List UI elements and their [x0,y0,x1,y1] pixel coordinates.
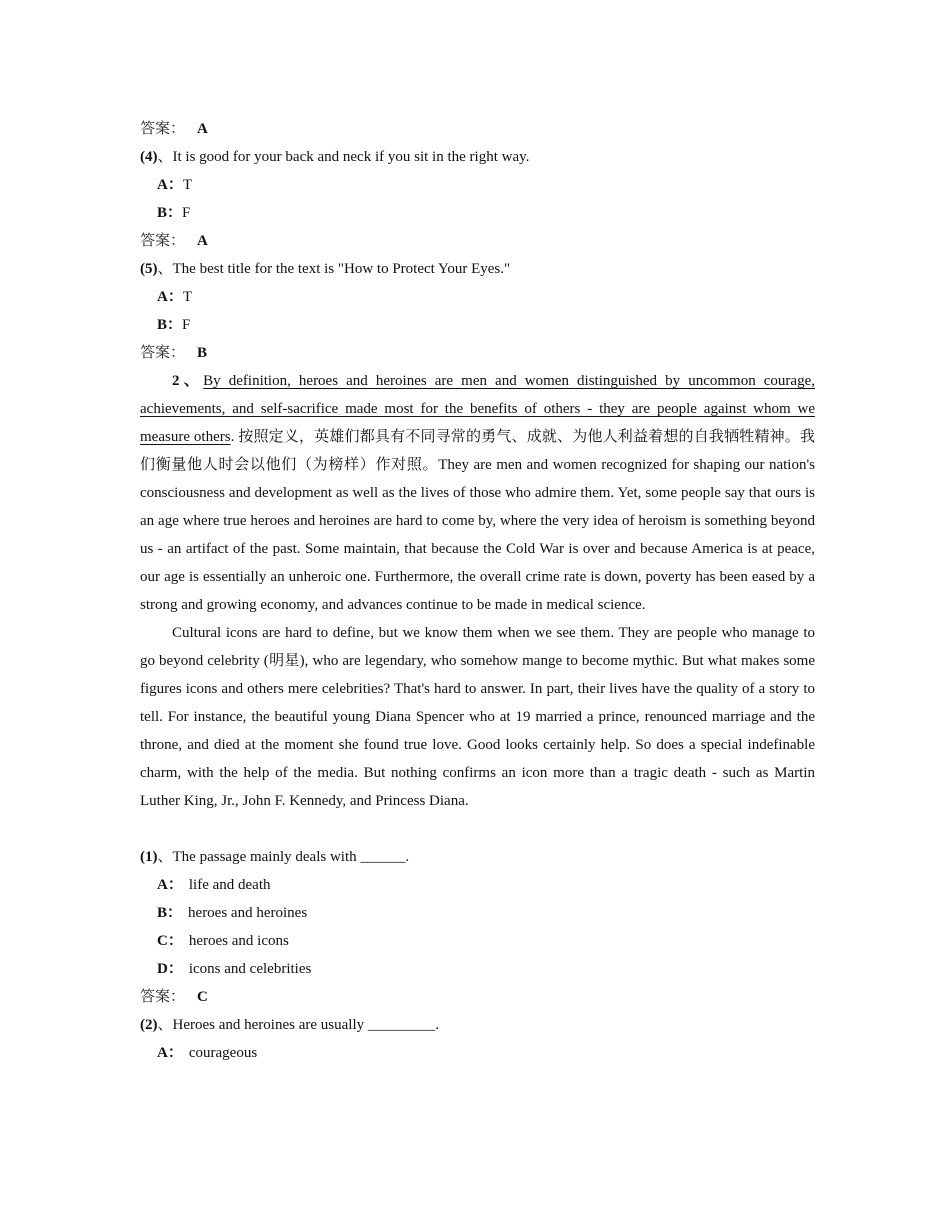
passage-number: 2、 [172,373,204,389]
option-key: A [157,289,168,305]
option-sep: ： [167,933,183,949]
option-text: F [182,205,191,221]
option-sep: ： [167,1045,183,1061]
answer-label: 答案： [140,121,186,137]
option-sep: ： [167,317,183,333]
option-a [140,283,815,311]
question-number: (5) [140,261,158,277]
passage-paragraph-1 [140,367,815,619]
option-key: A [157,877,168,893]
answer-line [140,227,815,255]
answer-line [140,339,815,367]
option-text: heroes and icons [188,933,289,949]
option-a [140,1039,815,1067]
option-sep: ： [167,905,183,921]
question-1 [140,843,815,871]
question-number: (1) [140,849,158,865]
answer-value: C [197,989,208,1005]
option-key: D [157,961,168,977]
option-d [140,955,815,983]
question-separator: 、 [157,261,173,277]
passage-paragraph-2: Cultural icons are hard to define, but we know them when we see them. They are people who manage to go beyond celebrity (明星), who are legendary, who somehow mange to become mythic. But what makes some figures icons and others mere celebrities? That's hard to answer. In part, their lives have the quality of a story to tell. For instance, the beautiful young Diana Spencer who at 19 married a prince, renounced marriage and the throne, and died at the moment she found true love. Good looks certainly help. So does a special indefinable charm, with the help of the media. But nothing confirms an icon more than a tragic death - such as Martin Luther King, Jr., John F. Kennedy, and Princess Diana. [140,625,815,809]
passage-text: . 按照定义，英雄们都具有不同寻常的勇气、成就、为他人利益着想的自我牺牲精神。我们衡量他人时会以他们（为榜样）作对照。They are men and women recognized for shaping our nation's consciousness and development as well as the lives of those who admire them. Yet, some people say that ours is an age where true heroes and heroines are hard to come by, where the very idea of heroism is something beyond us - an artifact of the past. Some maintain, that because the Cold War is over and because America is at peace, our age is essentially an unheroic one. Furthermore, the overall crime rate is down, poverty has been eased by a strong and growing economy, and advances continue to be made in medical science. [140,429,815,613]
question-separator: 、 [157,149,173,165]
question-number: (2) [140,1017,158,1033]
option-sep: ： [167,877,183,893]
option-sep: ： [167,205,183,221]
question-2 [140,1011,815,1039]
option-text: life and death [188,877,271,893]
option-sep: ： [167,177,183,193]
option-text: courageous [188,1045,258,1061]
answer-line [140,983,815,1011]
question-text: The passage mainly deals with ______. [172,849,410,865]
answer-label: 答案： [140,989,186,1005]
answer-line [140,115,815,143]
answer-label: 答案： [140,345,186,361]
answer-value: A [197,121,208,137]
question-4 [140,143,815,171]
underlined-sentence: By definition, heroes and heroines are men and women distinguished by uncommon courage, achievements, and self-sacrifice made most for the benefits of others - they are people against whom we measure others [140,373,815,445]
option-key: B [157,317,168,333]
question-text: Heroes and heroines are usually _________. [172,1017,440,1033]
option-key: A [157,1045,168,1061]
option-key: B [157,905,168,921]
answer-value: A [197,233,208,249]
question-text: It is good for your back and neck if you sit in the right way. [172,149,530,165]
option-text: F [182,317,191,333]
option-sep: ： [167,961,183,977]
option-text: T [182,177,193,193]
question-separator: 、 [157,1017,173,1033]
option-text: heroes and heroines [188,905,308,921]
option-b [140,899,815,927]
option-key: C [157,933,168,949]
option-key: A [157,177,168,193]
spacer [140,815,815,843]
answer-label: 答案： [140,233,186,249]
document-page [140,115,815,1067]
option-a [140,871,815,899]
question-number: (4) [140,149,158,165]
option-b [140,199,815,227]
option-key: B [157,205,168,221]
option-text: T [182,289,193,305]
question-5 [140,255,815,283]
option-b [140,311,815,339]
option-text: icons and celebrities [188,961,312,977]
question-text: The best title for the text is "How to Protect Your Eyes." [172,261,511,277]
answer-value: B [197,345,208,361]
option-sep: ： [167,289,183,305]
option-a [140,171,815,199]
question-separator: 、 [157,849,173,865]
option-c [140,927,815,955]
